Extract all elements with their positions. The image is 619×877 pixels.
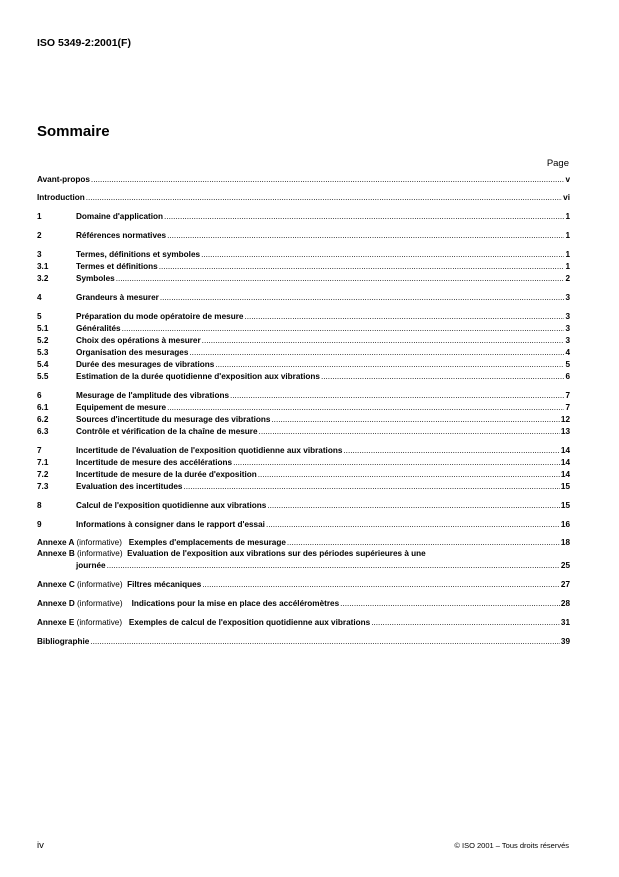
toc-entry-number: 3: [37, 250, 42, 259]
toc-entry-number: 8: [37, 501, 42, 510]
annex-label: Annexe B: [37, 549, 75, 558]
toc-entry[interactable]: [37, 192, 570, 204]
toc-annex-b[interactable]: [37, 548, 570, 572]
toc-entry-text: Evaluation des incertitudes: [76, 482, 183, 491]
toc-entry-page: 13: [560, 427, 570, 436]
toc-entry-page: 5: [565, 360, 570, 369]
toc-entry-text: Bibliographie: [37, 637, 90, 646]
annex-kind: (informative): [77, 549, 123, 558]
toc-entry[interactable]: [37, 249, 570, 261]
annex-kind: (informative): [77, 599, 123, 608]
toc-entry-page: 1: [565, 250, 570, 259]
toc-entry-text: Durée des mesurages de vibrations: [76, 360, 215, 369]
toc-entry-page: 6: [565, 372, 570, 381]
toc-entry-number: 4: [37, 293, 42, 302]
toc-entry-number: 7.3: [37, 482, 49, 491]
toc-entry-text: Grandeurs à mesurer: [76, 293, 159, 302]
toc-entry-text: Estimation de la durée quotidienne d'exposition aux vibrations: [76, 372, 320, 381]
toc-entry-number: 7.2: [37, 470, 49, 479]
annex-title: Evaluation de l'exposition aux vibrations sur des périodes supérieures à une: [127, 549, 426, 558]
annex-label: Annexe A: [37, 538, 75, 547]
toc-entry-page: 28: [560, 599, 570, 608]
annex-kind: (informative): [76, 618, 123, 627]
toc-entry[interactable]: [37, 500, 570, 512]
toc-entry-page: 3: [565, 336, 570, 345]
toc-entry-text: Symboles: [76, 274, 115, 283]
footer-page-number: iv: [37, 840, 44, 851]
annex-kind: (informative): [77, 580, 123, 589]
toc-entry-number: 7: [37, 446, 42, 455]
toc-entry-page: v: [565, 175, 570, 184]
toc-entry-text: Sources d'incertitude du mesurage des vibrations: [76, 415, 271, 424]
toc-entry-text: Avant-propos: [37, 175, 90, 184]
toc-entry-text: Incertitude de mesure de la durée d'exposition: [76, 470, 257, 479]
toc-entry-text: Références normatives: [76, 231, 167, 240]
toc-entry[interactable]: [37, 426, 570, 438]
toc-entry[interactable]: [37, 323, 570, 335]
annex-title-cont: journée: [76, 561, 106, 570]
toc-entry-page: 31: [560, 618, 570, 627]
toc-entry[interactable]: [37, 174, 570, 186]
toc-entry[interactable]: [37, 371, 570, 383]
toc-entry-text: Contrôle et vérification de la chaîne de mesure: [76, 427, 258, 436]
toc-entry-number: 1: [37, 212, 42, 221]
toc-entry-page: 15: [560, 501, 570, 510]
toc-entry-number: 6.3: [37, 427, 49, 436]
toc-entry-text: Introduction: [37, 193, 85, 202]
toc-entry[interactable]: [37, 311, 570, 323]
toc-entry-number: 2: [37, 231, 42, 240]
annex-label: Annexe E: [37, 618, 75, 627]
toc-entry[interactable]: [37, 481, 570, 493]
annex-title: Exemples de calcul de l'exposition quotidienne aux vibrations: [128, 618, 371, 627]
toc-entry-page: 14: [560, 458, 570, 467]
toc-entry[interactable]: [37, 457, 570, 469]
toc-entry-page: 39: [560, 637, 570, 646]
toc-entry-number: 9: [37, 520, 42, 529]
toc-entry-number: 3.1: [37, 262, 49, 271]
toc-entry-text: Equipement de mesure: [76, 403, 167, 412]
toc-entry-page: 3: [565, 324, 570, 333]
toc-entry-number: 5: [37, 312, 42, 321]
toc-entry-page: 16: [560, 520, 570, 529]
footer-copyright: © ISO 2001 – Tous droits réservés: [454, 841, 569, 850]
toc-entry-number: 6.1: [37, 403, 49, 412]
toc-entry-page: 2: [565, 274, 570, 283]
toc-bibliography[interactable]: [37, 636, 570, 648]
annex-label: Annexe D: [37, 599, 75, 608]
toc-entry-number: 3.2: [37, 274, 49, 283]
toc-entry[interactable]: [37, 469, 570, 481]
toc-entry[interactable]: [37, 414, 570, 426]
toc-entry[interactable]: [37, 211, 570, 223]
toc-entry-text: Termes et définitions: [76, 262, 158, 271]
toc-entry-text: Préparation du mode opératoire de mesure: [76, 312, 244, 321]
toc-entry-page: 27: [560, 580, 570, 589]
toc-entry-text: Mesurage de l'amplitude des vibrations: [76, 391, 229, 400]
toc-entry-page: 14: [560, 446, 570, 455]
toc-entry-page: 1: [565, 212, 570, 221]
toc-entry-text: Généralités: [76, 324, 121, 333]
toc-entry-text: Calcul de l'exposition quotidienne aux vibrations: [76, 501, 267, 510]
annex-label: Annexe C: [37, 580, 75, 589]
toc-annex-e[interactable]: [37, 617, 570, 629]
toc-entry-page: 7: [565, 403, 570, 412]
toc-entry-number: 5.5: [37, 372, 49, 381]
toc-entry[interactable]: [37, 445, 570, 457]
toc-entry[interactable]: [37, 292, 570, 304]
toc-entry[interactable]: [37, 402, 570, 414]
toc-entry-page: 25: [560, 561, 570, 570]
toc-entry-text: Termes, définitions et symboles: [76, 250, 201, 259]
toc-entry-page: 4: [565, 348, 570, 357]
toc-annex-d[interactable]: [37, 598, 570, 610]
toc-entry[interactable]: [37, 519, 570, 531]
toc-entry-number: 5.1: [37, 324, 49, 333]
toc-entry[interactable]: [37, 390, 570, 402]
toc-entry-page: 14: [560, 470, 570, 479]
toc-entry-number: 5.3: [37, 348, 49, 357]
toc-entry-number: 6.2: [37, 415, 49, 424]
toc-entry-number: 5.2: [37, 336, 49, 345]
toc-entry[interactable]: [37, 359, 570, 371]
toc-entry-page: 3: [565, 293, 570, 302]
document-id: ISO 5349-2:2001(F): [37, 37, 131, 49]
annex-title: Exemples d'emplacements de mesurage: [128, 538, 286, 547]
page-title: Sommaire: [37, 123, 110, 140]
toc-entry-text: Incertitude de l'évaluation de l'exposition quotidienne aux vibrations: [76, 446, 343, 455]
toc-entry-text: Organisation des mesurages: [76, 348, 189, 357]
toc-entry-number: 6: [37, 391, 42, 400]
toc-entry-page: 15: [560, 482, 570, 491]
toc-entry-page: 3: [565, 312, 570, 321]
toc-entry-text: Domaine d'application: [76, 212, 164, 221]
annex-title: Indications pour la mise en place des accéléromètres: [131, 599, 340, 608]
toc-entry-number: 5.4: [37, 360, 49, 369]
toc-entry[interactable]: [37, 230, 570, 242]
page-column-label: Page: [546, 158, 569, 169]
toc-entry-text: Incertitude de mesure des accélérations: [76, 458, 233, 467]
toc-entry-number: 7.1: [37, 458, 49, 467]
toc-entry[interactable]: [37, 347, 570, 359]
toc-entry[interactable]: [37, 335, 570, 347]
toc-entry-page: 1: [565, 262, 570, 271]
toc-annex-c[interactable]: [37, 579, 570, 591]
toc-entry[interactable]: [37, 273, 570, 285]
toc-entry-text: Choix des opérations à mesurer: [76, 336, 201, 345]
toc-entry-text: Informations à consigner dans le rapport d'essai: [76, 520, 265, 529]
toc-entry-page: vi: [563, 193, 570, 202]
toc-entry-page: 7: [565, 391, 570, 400]
toc-entry[interactable]: [37, 261, 570, 273]
annex-title: Filtres mécaniques: [127, 580, 202, 589]
annex-kind: (informative): [76, 538, 122, 547]
toc-entry-page: 18: [560, 538, 570, 547]
toc-entry-page: 12: [560, 415, 570, 424]
toc-entry-page: 1: [565, 231, 570, 240]
